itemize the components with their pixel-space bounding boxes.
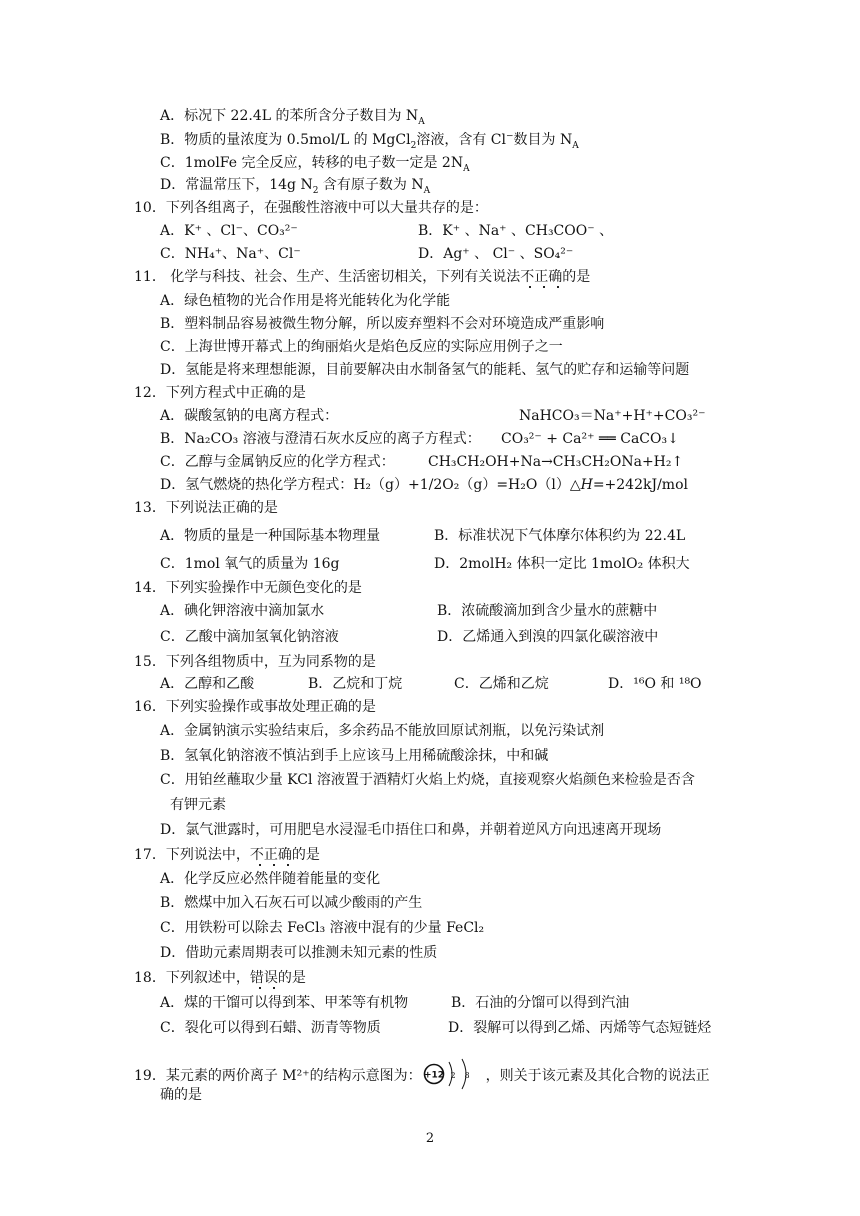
q16-stem: 16．下列实验操作或事故处理正确的是 <box>134 699 376 715</box>
q16-option-a: A．金属钠演示实验结束后，多余药品不能放回原试剂瓶，以免污染试剂 <box>160 723 605 739</box>
q13-stem: 13．下列说法正确的是 <box>134 500 278 516</box>
q17-option-d: D．借助元素周期表可以推测未知元素的性质 <box>160 945 438 961</box>
q16-option-c: C．用铂丝蘸取少量 KCl 溶液置于酒精灯火焰上灼烧，直接观察火焰颜色来检验是否含 <box>160 772 695 788</box>
q11-option-c: C．上海世博开幕式上的绚丽焰火是焰色反应的实际应用例子之一 <box>160 339 563 355</box>
q12-option-b-label: B．Na₂CO₃ 溶液与澄清石灰水反应的离子方程式： <box>160 431 481 447</box>
q11-option-a: A．绿色植物的光合作用是将光能转化为化学能 <box>160 293 451 309</box>
q18-option-c: C．裂化可以得到石蜡、沥青等物质 <box>160 1020 381 1036</box>
q15-option-a: A．乙醇和乙酸 <box>160 676 255 692</box>
q14-option-c: C．乙酸中滴加氢氧化钠溶液 <box>160 629 339 645</box>
q18-option-b: B．石油的分馏可以得到汽油 <box>451 995 630 1011</box>
q17-option-c: C．用铁粉可以除去 FeCl₃ 溶液中混有的少量 FeCl₂ <box>160 920 485 936</box>
q13-option-c: C．1mol 氧气的质量为 16g <box>160 556 340 572</box>
q18-option-d: D．裂解可以得到乙烯、丙烯等气态短链烃 <box>448 1020 712 1036</box>
q18-option-a: A．煤的干馏可以得到苯、甲苯等有机物 <box>160 995 409 1011</box>
emphasis-mark: 不正确 <box>520 269 563 285</box>
q13-option-d: D．2molH₂ 体积一定比 1molO₂ 体积大 <box>434 556 690 572</box>
q19-stem-continued: 确的是 <box>160 1087 202 1103</box>
q15-option-c: C．乙烯和乙烷 <box>454 676 549 692</box>
q12-stem: 12．下列方程式中正确的是 <box>134 385 306 401</box>
q12-option-c-equation: CH₃CH₂OH+Na→CH₃CH₂ONa+H₂↑ <box>428 454 684 470</box>
q14-option-a: A．碘化钾溶液中滴加氯水 <box>160 603 325 619</box>
q10-option-b: B．K⁺ 、Na⁺ 、CH₃COO⁻ 、 <box>418 223 614 239</box>
shell-2-electrons: 8 <box>464 1071 470 1080</box>
q16-option-d: D．氯气泄露时，可用肥皂水浸湿毛巾捂住口和鼻，并朝着逆风方向迅速离开现场 <box>160 822 662 838</box>
q10-option-a: A．K⁺ 、Cl⁻、CO₃²⁻ <box>160 223 298 239</box>
q12-option-a-equation: NaHCO₃＝Na⁺+H⁺+CO₃²⁻ <box>519 408 706 424</box>
q12-option-b-equation: CO₃²⁻ + Ca²⁺ ══ CaCO₃↓ <box>501 431 679 447</box>
q17-option-b: B．燃煤中加入石灰石可以减少酸雨的产生 <box>160 895 423 911</box>
ion-structure-diagram <box>422 1057 486 1091</box>
q10-option-c: C．NH₄⁺、Na⁺、Cl⁻ <box>160 246 301 262</box>
q16-option-c-continued: 有钾元素 <box>170 797 226 813</box>
q15-stem: 15．下列各组物质中，互为同系物的是 <box>134 654 376 670</box>
q10-option-d: D．Ag⁺ 、 Cl⁻ 、SO₄²⁻ <box>418 246 574 262</box>
emphasis-mark: 错误 <box>249 970 278 986</box>
q9-option-c: C．1molFe 完全反应，转移的电子数一定是 $2N_A$ <box>160 155 470 174</box>
q11-option-d: D．氢能是将来理想能源，目前要解决由水制备氢气的能耗、氢气的贮存和运输等问题 <box>160 362 690 378</box>
q17-option-a: A．化学反应必然伴随着能量的变化 <box>160 871 381 887</box>
shell-1-electrons: 2 <box>450 1071 456 1080</box>
q12-option-c-label: C．乙醇与金属钠反应的化学方程式： <box>160 454 395 470</box>
q9-option-d: D．常温常压下，14g $N_2$ 含有原子数为 $N_A$ <box>160 177 431 196</box>
q16-option-b: B．氢氧化钠溶液不慎沾到手上应该马上用稀硫酸涂抹，中和碱 <box>160 748 549 764</box>
q13-option-b: B．标准状况下气体摩尔体积约为 22.4L <box>434 528 686 544</box>
q13-option-a: A．物质的量是一种国际基本物理量 <box>160 528 381 544</box>
q12-option-d: D．氢气燃烧的热化学方程式：H₂（g）+1/2O₂（g）=H₂O（l）△H=+242kJ/mol <box>160 477 688 493</box>
q9-option-a: A．标况下 22.4L 的苯所含分子数目为 $N_A$ <box>160 108 425 127</box>
q15-option-b: B．乙烷和丁烷 <box>308 676 403 692</box>
q9-option-b: B．物质的量浓度为 0.5mol/L 的 MgCl$_2$溶液，含有 Cl−数目为 $N_A$ <box>160 131 579 151</box>
q15-option-d: D．¹⁶O 和 ¹⁸O <box>608 676 702 692</box>
q14-stem: 14．下列实验操作中无颜色变化的是 <box>134 580 362 596</box>
q19-stem: 19．某元素的两价离子 M²⁺的结构示意图为： +12 2 8 ，则关于该元素及其化合物的说法正 <box>134 1059 710 1093</box>
q17-stem: 17．下列说法中，不正确的是 <box>134 847 320 863</box>
q12-option-a-label: A．碳酸氢钠的电离方程式： <box>160 408 339 424</box>
q14-option-d: D．乙烯通入到溴的四氯化碳溶液中 <box>437 629 659 645</box>
emphasis-mark: 不正确 <box>249 847 292 863</box>
page-number: 2 <box>425 1131 435 1146</box>
q14-option-b: B．浓硫酸滴加到含少量水的蔗糖中 <box>437 603 658 619</box>
q18-stem: 18．下列叙述中，错误的是 <box>134 970 306 986</box>
q10-stem: 10．下列各组离子，在强酸性溶液中可以大量共存的是： <box>134 200 488 216</box>
nucleus-charge: +12 <box>423 1070 444 1081</box>
q11-stem: 11． 化学与科技、社会、生产、生活密切相关，下列有关说法不正确的是 <box>134 269 591 285</box>
q11-option-b: B．塑料制品容易被微生物分解，所以废弃塑料不会对环境造成严重影响 <box>160 316 605 332</box>
